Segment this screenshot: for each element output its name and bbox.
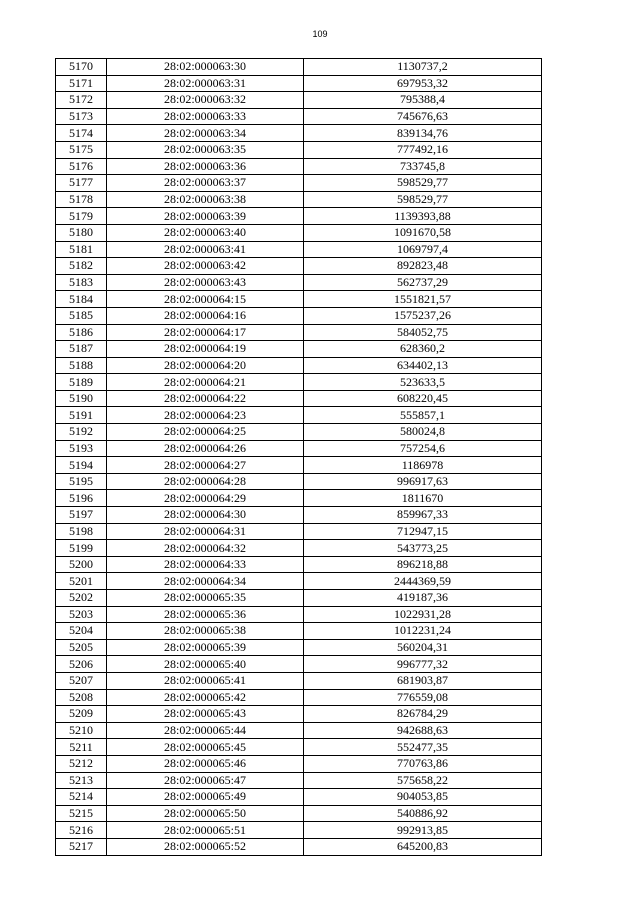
cadastral-number-cell: 28:02:000065:42 — [107, 689, 304, 706]
row-number-cell: 5172 — [56, 92, 107, 109]
value-cell: 996777,32 — [304, 656, 542, 673]
value-cell: 1069797,4 — [304, 241, 542, 258]
row-number-cell: 5215 — [56, 805, 107, 822]
cadastral-number-cell: 28:02:000064:20 — [107, 357, 304, 374]
row-number-cell: 5216 — [56, 822, 107, 839]
row-number-cell: 5210 — [56, 722, 107, 739]
row-number-cell: 5191 — [56, 407, 107, 424]
value-cell: 733745,8 — [304, 158, 542, 175]
table-row — [56, 722, 542, 739]
cadastral-number-cell: 28:02:000063:36 — [107, 158, 304, 175]
value-cell: 608220,45 — [304, 390, 542, 407]
row-number-cell: 5189 — [56, 374, 107, 391]
cadastral-number-cell: 28:02:000065:39 — [107, 639, 304, 656]
table-row — [56, 224, 542, 241]
table-row — [56, 540, 542, 557]
row-number-cell: 5200 — [56, 556, 107, 573]
cadastral-number-cell: 28:02:000064:21 — [107, 374, 304, 391]
value-cell: 562737,29 — [304, 274, 542, 291]
cadastral-number-cell: 28:02:000065:44 — [107, 722, 304, 739]
table-row — [56, 822, 542, 839]
row-number-cell: 5213 — [56, 772, 107, 789]
cadastral-number-cell: 28:02:000063:33 — [107, 108, 304, 125]
value-cell: 1811670 — [304, 490, 542, 507]
table-row — [56, 606, 542, 623]
value-cell: 634402,13 — [304, 357, 542, 374]
cadastral-number-cell: 28:02:000064:32 — [107, 540, 304, 557]
table-row — [56, 507, 542, 524]
cadastral-number-cell: 28:02:000064:31 — [107, 523, 304, 540]
row-number-cell: 5203 — [56, 606, 107, 623]
cadastral-number-cell: 28:02:000063:34 — [107, 125, 304, 142]
value-cell: 1012231,24 — [304, 623, 542, 640]
row-number-cell: 5180 — [56, 224, 107, 241]
row-number-cell: 5175 — [56, 141, 107, 158]
value-cell: 777492,16 — [304, 141, 542, 158]
row-number-cell: 5178 — [56, 191, 107, 208]
table-row — [56, 772, 542, 789]
table-row — [56, 374, 542, 391]
cadastral-number-cell: 28:02:000065:38 — [107, 623, 304, 640]
row-number-cell: 5177 — [56, 175, 107, 192]
table-row — [56, 191, 542, 208]
cadastral-number-cell: 28:02:000064:16 — [107, 307, 304, 324]
cadastral-number-cell: 28:02:000065:52 — [107, 838, 304, 855]
table-row — [56, 158, 542, 175]
table-row — [56, 208, 542, 225]
row-number-cell: 5183 — [56, 274, 107, 291]
table-row — [56, 241, 542, 258]
value-cell: 697953,32 — [304, 75, 542, 92]
row-number-cell: 5209 — [56, 706, 107, 723]
cadastral-number-cell: 28:02:000064:34 — [107, 573, 304, 590]
table-row — [56, 755, 542, 772]
cadastral-number-cell: 28:02:000063:31 — [107, 75, 304, 92]
row-number-cell: 5197 — [56, 507, 107, 524]
table-row — [56, 639, 542, 656]
row-number-cell: 5170 — [56, 59, 107, 76]
table-row — [56, 357, 542, 374]
value-cell: 712947,15 — [304, 523, 542, 540]
cadastral-number-cell: 28:02:000065:41 — [107, 672, 304, 689]
cadastral-number-cell: 28:02:000063:30 — [107, 59, 304, 76]
table-row — [56, 706, 542, 723]
value-cell: 2444369,59 — [304, 573, 542, 590]
cadastral-number-cell: 28:02:000065:47 — [107, 772, 304, 789]
row-number-cell: 5204 — [56, 623, 107, 640]
cadastral-number-cell: 28:02:000063:32 — [107, 92, 304, 109]
cadastral-number-cell: 28:02:000063:43 — [107, 274, 304, 291]
value-cell: 745676,63 — [304, 108, 542, 125]
cadastral-number-cell: 28:02:000064:30 — [107, 507, 304, 524]
cadastral-number-cell: 28:02:000065:36 — [107, 606, 304, 623]
page-number: 109 — [312, 29, 328, 39]
value-cell: 757254,6 — [304, 440, 542, 457]
row-number-cell: 5195 — [56, 473, 107, 490]
value-cell: 770763,86 — [304, 755, 542, 772]
data-table — [55, 58, 542, 856]
cadastral-number-cell: 28:02:000064:23 — [107, 407, 304, 424]
value-cell: 1091670,58 — [304, 224, 542, 241]
cadastral-number-cell: 28:02:000063:35 — [107, 141, 304, 158]
cadastral-number-cell: 28:02:000064:29 — [107, 490, 304, 507]
table-row — [56, 341, 542, 358]
row-number-cell: 5179 — [56, 208, 107, 225]
table-row — [56, 457, 542, 474]
row-number-cell: 5185 — [56, 307, 107, 324]
table-row — [56, 473, 542, 490]
cadastral-number-cell: 28:02:000065:50 — [107, 805, 304, 822]
table-row — [56, 390, 542, 407]
value-cell: 419187,36 — [304, 590, 542, 607]
table-row — [56, 141, 542, 158]
row-number-cell: 5181 — [56, 241, 107, 258]
value-cell: 795388,4 — [304, 92, 542, 109]
value-cell: 645200,83 — [304, 838, 542, 855]
table-row — [56, 656, 542, 673]
table-row — [56, 523, 542, 540]
table-body — [56, 59, 542, 856]
cadastral-number-cell: 28:02:000065:46 — [107, 755, 304, 772]
cadastral-number-cell: 28:02:000064:22 — [107, 390, 304, 407]
value-cell: 776559,08 — [304, 689, 542, 706]
cadastral-number-cell: 28:02:000063:39 — [107, 208, 304, 225]
table-row — [56, 805, 542, 822]
cadastral-number-cell: 28:02:000063:38 — [107, 191, 304, 208]
table-row — [56, 92, 542, 109]
row-number-cell: 5205 — [56, 639, 107, 656]
cadastral-number-cell: 28:02:000065:43 — [107, 706, 304, 723]
table-row — [56, 75, 542, 92]
table-row — [56, 556, 542, 573]
value-cell: 1022931,28 — [304, 606, 542, 623]
value-cell: 580024,8 — [304, 424, 542, 441]
table-row — [56, 108, 542, 125]
table-row — [56, 838, 542, 855]
row-number-cell: 5174 — [56, 125, 107, 142]
value-cell: 628360,2 — [304, 341, 542, 358]
cadastral-number-cell: 28:02:000065:45 — [107, 739, 304, 756]
row-number-cell: 5201 — [56, 573, 107, 590]
row-number-cell: 5202 — [56, 590, 107, 607]
row-number-cell: 5194 — [56, 457, 107, 474]
table-row — [56, 739, 542, 756]
row-number-cell: 5199 — [56, 540, 107, 557]
value-cell: 575658,22 — [304, 772, 542, 789]
cadastral-number-cell: 28:02:000063:41 — [107, 241, 304, 258]
value-cell: 892823,48 — [304, 258, 542, 275]
value-cell: 904053,85 — [304, 789, 542, 806]
table-row — [56, 407, 542, 424]
cadastral-number-cell: 28:02:000063:37 — [107, 175, 304, 192]
value-cell: 1139393,88 — [304, 208, 542, 225]
table-row — [56, 689, 542, 706]
row-number-cell: 5187 — [56, 341, 107, 358]
value-cell: 896218,88 — [304, 556, 542, 573]
value-cell: 552477,35 — [304, 739, 542, 756]
cadastral-number-cell: 28:02:000064:33 — [107, 556, 304, 573]
table-row — [56, 490, 542, 507]
value-cell: 1130737,2 — [304, 59, 542, 76]
value-cell: 543773,25 — [304, 540, 542, 557]
row-number-cell: 5182 — [56, 258, 107, 275]
value-cell: 555857,1 — [304, 407, 542, 424]
table-row — [56, 59, 542, 76]
table-row — [56, 672, 542, 689]
row-number-cell: 5207 — [56, 672, 107, 689]
value-cell: 523633,5 — [304, 374, 542, 391]
row-number-cell: 5184 — [56, 291, 107, 308]
row-number-cell: 5208 — [56, 689, 107, 706]
row-number-cell: 5198 — [56, 523, 107, 540]
row-number-cell: 5190 — [56, 390, 107, 407]
cadastral-number-cell: 28:02:000064:15 — [107, 291, 304, 308]
table-row — [56, 307, 542, 324]
table-row — [56, 573, 542, 590]
table-row — [56, 789, 542, 806]
row-number-cell: 5193 — [56, 440, 107, 457]
table-row — [56, 440, 542, 457]
row-number-cell: 5196 — [56, 490, 107, 507]
table-row — [56, 324, 542, 341]
table-row — [56, 125, 542, 142]
table-row — [56, 258, 542, 275]
value-cell: 996917,63 — [304, 473, 542, 490]
row-number-cell: 5188 — [56, 357, 107, 374]
value-cell: 1575237,26 — [304, 307, 542, 324]
row-number-cell: 5212 — [56, 755, 107, 772]
cadastral-number-cell: 28:02:000065:49 — [107, 789, 304, 806]
value-cell: 598529,77 — [304, 175, 542, 192]
value-cell: 584052,75 — [304, 324, 542, 341]
value-cell: 992913,85 — [304, 822, 542, 839]
table-row — [56, 175, 542, 192]
cadastral-number-cell: 28:02:000064:28 — [107, 473, 304, 490]
row-number-cell: 5176 — [56, 158, 107, 175]
row-number-cell: 5171 — [56, 75, 107, 92]
cadastral-number-cell: 28:02:000065:51 — [107, 822, 304, 839]
table-row — [56, 623, 542, 640]
cadastral-number-cell: 28:02:000065:40 — [107, 656, 304, 673]
cadastral-number-cell: 28:02:000063:40 — [107, 224, 304, 241]
value-cell: 942688,63 — [304, 722, 542, 739]
value-cell: 1186978 — [304, 457, 542, 474]
value-cell: 681903,87 — [304, 672, 542, 689]
row-number-cell: 5192 — [56, 424, 107, 441]
cadastral-number-cell: 28:02:000065:35 — [107, 590, 304, 607]
row-number-cell: 5214 — [56, 789, 107, 806]
value-cell: 826784,29 — [304, 706, 542, 723]
value-cell: 1551821,57 — [304, 291, 542, 308]
value-cell: 839134,76 — [304, 125, 542, 142]
table-row — [56, 274, 542, 291]
row-number-cell: 5211 — [56, 739, 107, 756]
table-row — [56, 424, 542, 441]
value-cell: 859967,33 — [304, 507, 542, 524]
cadastral-number-cell: 28:02:000064:19 — [107, 341, 304, 358]
value-cell: 540886,92 — [304, 805, 542, 822]
value-cell: 598529,77 — [304, 191, 542, 208]
row-number-cell: 5173 — [56, 108, 107, 125]
table-row — [56, 590, 542, 607]
row-number-cell: 5206 — [56, 656, 107, 673]
table-row — [56, 291, 542, 308]
row-number-cell: 5186 — [56, 324, 107, 341]
row-number-cell: 5217 — [56, 838, 107, 855]
cadastral-number-cell: 28:02:000064:25 — [107, 424, 304, 441]
cadastral-number-cell: 28:02:000063:42 — [107, 258, 304, 275]
cadastral-number-cell: 28:02:000064:17 — [107, 324, 304, 341]
cadastral-number-cell: 28:02:000064:27 — [107, 457, 304, 474]
value-cell: 560204,31 — [304, 639, 542, 656]
cadastral-number-cell: 28:02:000064:26 — [107, 440, 304, 457]
